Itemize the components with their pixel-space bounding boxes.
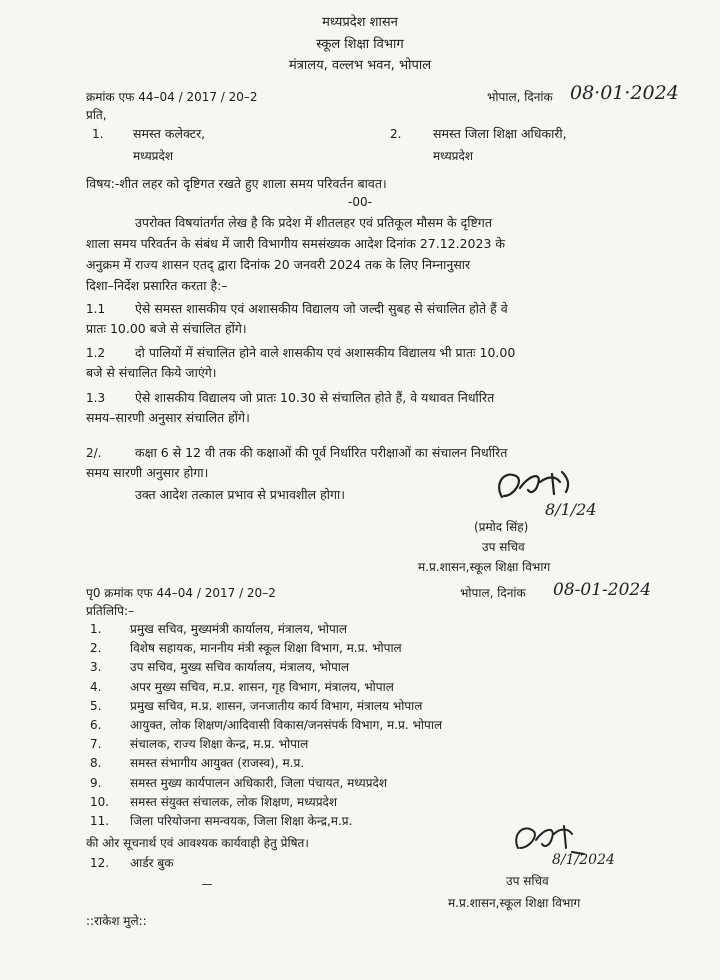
point-1-1-number: 1.1 bbox=[86, 302, 106, 316]
point-1-2-line-1: दो पालियों में संचालित होने वाले शासकीय एवं अशासकीय विद्यालय भी प्रातः 10.00 bbox=[135, 345, 516, 360]
ref-date-label: भोपाल, दिनांक bbox=[487, 90, 553, 104]
signatory-2-designation: उप सचिव bbox=[506, 874, 549, 888]
signatory-1-designation: उप सचिव bbox=[482, 540, 525, 554]
signatory-1-department: म.प्र.शासन,स्कूल शिक्षा विभाग bbox=[418, 560, 551, 574]
point-1-3-number: 1.3 bbox=[86, 391, 106, 405]
header-line-1: मध्यप्रदेश शासन bbox=[322, 15, 398, 30]
signature-2-date: 8/1/2024 bbox=[552, 852, 615, 868]
list-item: 10. समस्त संयुक्त संचालक, लोक शिक्षण, मध्यप्रदेश bbox=[90, 794, 338, 809]
recipient-1-number: 1. bbox=[92, 127, 104, 141]
signatory-1-name: (प्रमोद सिंह) bbox=[474, 520, 529, 534]
typist-initials: ::राकेश मुले:: bbox=[86, 914, 147, 928]
copy-date-handwritten: 08-01-2024 bbox=[553, 580, 652, 600]
recipient-2-line-1: समस्त जिला शिक्षा अधिकारी, bbox=[433, 126, 567, 141]
para1-line-3: अनुक्रम में राज्य शासन एतद् द्वारा दिनांक 20 जनवरी 2024 तक के लिए निम्नानुसार bbox=[86, 257, 471, 272]
para1-line-4: दिशा–निर्देश प्रसारित करता है:– bbox=[86, 278, 228, 293]
separator: -00- bbox=[348, 195, 372, 209]
divider-dash bbox=[202, 884, 212, 885]
list-item: 3. उप सचिव, मुख्य सचिव कार्यालय, मंत्रालय, भोपाल bbox=[90, 660, 349, 675]
point-1-2-line-2: बजे से संचालित किये जाएंगे। bbox=[86, 365, 217, 380]
para1-line-1: उपरोक्त विषयांतर्गत लेख है कि प्रदेश में शीतलहर एवं प्रतिकूल मौसम के दृष्टिगत bbox=[135, 215, 492, 230]
point-2-number: 2/. bbox=[86, 446, 102, 460]
point-1-1-line-2: प्रातः 10.00 बजे से संचालित होंगे। bbox=[86, 321, 247, 336]
recipient-2-line-2: मध्यप्रदेश bbox=[433, 149, 474, 163]
list-item: 1. प्रमुख सचिव, मुख्यमंत्री कार्यालय, मंत्रालय, भोपाल bbox=[90, 622, 348, 636]
copy-list bbox=[90, 620, 442, 831]
point-1-3-line-1: ऐसे शासकीय विद्यालय जो प्रातः 10.30 से संचालित होते हैं, वे यथावत निर्धारित bbox=[135, 390, 495, 405]
list-item: 8. समस्त संभागीय आयुक्त (राजस्व), म.प्र. bbox=[90, 756, 305, 771]
list-item: 7. संचालक, राज्य शिक्षा केन्द्र, म.प्र. भोपाल bbox=[90, 737, 309, 752]
ref-date-handwritten: 08·01·2024 bbox=[570, 82, 679, 104]
point-1-3-line-2: समय–सारणी अनुसार संचालित होंगे। bbox=[86, 410, 250, 425]
point-1-1-line-1: ऐसे समस्त शासकीय एवं अशासकीय विद्यालय जो जल्दी सुबह से संचालित होते हैं वे bbox=[135, 301, 508, 316]
list-item: 11. जिला परियोजना समन्वयक, जिला शिक्षा केन्द्र,म.प्र. bbox=[90, 813, 353, 828]
recipients-prati: प्रति, bbox=[86, 108, 107, 122]
copy-ref-number: पृ0 क्रमांक एफ 44–04 / 2017 / 20–2 bbox=[86, 586, 276, 600]
recipient-1-line-2: मध्यप्रदेश bbox=[133, 149, 174, 163]
effect-line: उक्त आदेश तत्काल प्रभाव से प्रभावशील होगा। bbox=[135, 487, 345, 502]
point-2-line-2: समय सारणी अनुसार होगा। bbox=[86, 465, 209, 480]
copy-item-12: 12. आर्डर बुक bbox=[90, 856, 174, 870]
recipient-1-line-1: समस्त कलेक्टर, bbox=[133, 126, 206, 141]
list-item: 6. आयुक्त, लोक शिक्षण/आदिवासी विकास/जनसंपर्क विभाग, म.प्र. भोपाल bbox=[90, 717, 443, 732]
point-1-2-number: 1.2 bbox=[86, 346, 106, 360]
list-item: 9. समस्त मुख्य कार्यपालन अधिकारी, जिला पंचायत, मध्यप्रदेश bbox=[90, 775, 388, 790]
subject-line: विषय:-शीत लहर को दृष्टिगत रखते हुए शाला समय परिवर्तन बावत। bbox=[86, 176, 387, 191]
ref-number: क्रमांक एफ 44–04 / 2017 / 20–2 bbox=[86, 90, 258, 104]
list-item: 2. विशेष सहायक, माननीय मंत्री स्कूल शिक्षा विभाग, म.प्र. भोपाल bbox=[90, 641, 402, 656]
recipient-2-number: 2. bbox=[390, 127, 402, 141]
list-item: 5. प्रमुख सचिव, म.प्र. शासन, जनजातीय कार्य विभाग, मंत्रालय भोपाल bbox=[90, 698, 423, 713]
list-item: 4. अपर मुख्य सचिव, म.प्र. शासन, गृह विभाग, मंत्रालय, भोपाल bbox=[90, 679, 394, 694]
copy-heading: प्रतिलिपि:– bbox=[86, 604, 134, 618]
point-2-line-1: कक्षा 6 से 12 वी तक की कक्षाओं की पूर्व निर्धारित परीक्षाओं का संचालन निर्धारित bbox=[135, 445, 508, 460]
header-line-3: मंत्रालय, वल्लभ भवन, भोपाल bbox=[288, 58, 432, 73]
copy-forward-note: की ओर सूचनार्थ एवं आवश्यक कार्यवाही हेतु प्रेषित। bbox=[86, 836, 309, 850]
signature-1-date: 8/1/24 bbox=[545, 500, 597, 519]
para1-line-2: शाला समय परिवर्तन के संबंध में जारी विभागीय समसंख्यक आदेश दिनांक 27.12.2023 के bbox=[86, 236, 505, 251]
copy-date-label: भोपाल, दिनांक bbox=[460, 586, 526, 600]
signatory-2-department: म.प्र.शासन,स्कूल शिक्षा विभाग bbox=[448, 896, 581, 910]
header-line-2: स्कूल शिक्षा विभाग bbox=[316, 37, 404, 52]
